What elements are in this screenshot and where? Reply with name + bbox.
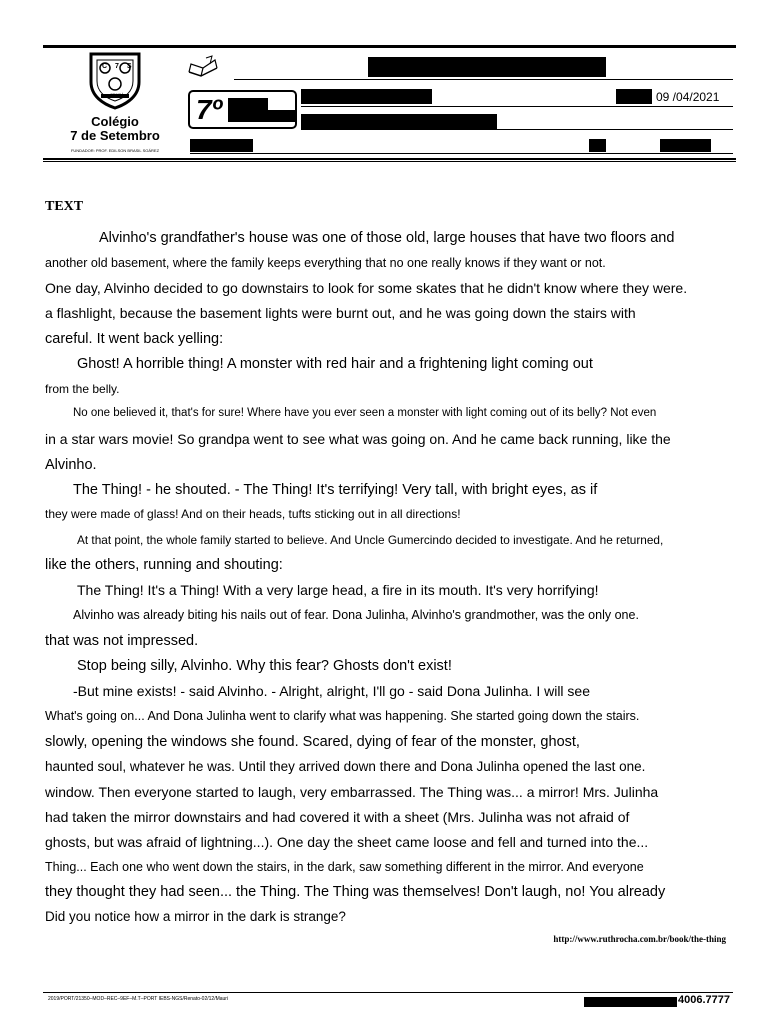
text-line: Stop being silly, Alvinho. Why this fear? Ghosts don't exist!: [77, 658, 452, 674]
text-line: they thought they had seen... the Thing. The Thing was themselves! Don't laugh, no! You already: [45, 884, 666, 900]
text-line: like the others, running and shouting:: [45, 557, 283, 573]
text-line: Alvinho.: [45, 457, 97, 473]
redacted-field-4: [589, 139, 606, 152]
school-name-line2: 7 de Setembro: [70, 128, 160, 143]
text-line: Did you notice how a mirror in the dark is strange?: [45, 909, 346, 924]
text-line: Alvinho was already biting his nails out of fear. Dona Julinha, Alvinho's grandmother, was the only one.: [73, 608, 639, 622]
text-line: had taken the mirror downstairs and had covered it with a sheet (Mrs. Julinha was not afraid of: [45, 809, 630, 825]
text-line: One day, Alvinho decided to go downstairs to look for some skates that he didn't know where they were.: [45, 280, 688, 296]
crest-initials: C 7 S: [102, 63, 135, 70]
text-line: another old basement, where the family keeps everything that no one really knows if they want or not.: [45, 256, 606, 270]
text-line: What's going on... And Dona Julinha went to clarify what was happening. She started going down the stairs.: [45, 709, 640, 723]
redacted-field-5: [660, 139, 711, 152]
footer-number: 4006.7777: [678, 994, 730, 1006]
header-bottom-rule: [43, 158, 736, 160]
school-crest-icon: [87, 50, 143, 110]
footer-rule: [43, 992, 733, 993]
text-line: that was not impressed.: [45, 633, 199, 649]
footer-code: 2019/PORT/21350–MOD–REC–9EF–M.T–PORT IEBS-NGS/Renato-02/12/Mauri: [48, 996, 229, 1002]
header-bottom-rule-2: [43, 161, 736, 162]
text-line: window. Then everyone started to laugh, very embarrassed. The Thing was... a mirror! Mrs. Julinha: [45, 784, 659, 800]
book-icon: [186, 54, 220, 80]
text-line: No one believed it, that's for sure! Where have you ever seen a monster with light coming out of its belly? Not even: [73, 407, 657, 419]
date-line: [301, 106, 733, 107]
name-line: [234, 79, 733, 80]
school-name: Colégio: [91, 114, 139, 129]
text-line: The Thing! It's a Thing! With a very large head, a fire in its mouth. It's very horrifying!: [77, 582, 599, 598]
text-heading: TEXT: [45, 199, 84, 214]
text-line: ghosts, but was afraid of lightning...). One day the sheet came loose and fell and turned into the...: [45, 834, 649, 850]
text-line: in a star wars movie! So grandpa went to see what was going on. And he came back running, like the: [45, 431, 671, 447]
text-line: a flashlight, because the basement lights were burnt out, and he was going down the stairs with: [45, 305, 636, 321]
redacted-footer: [584, 997, 677, 1007]
grade-label: 7º: [196, 94, 222, 125]
redacted-grade-section: [228, 110, 297, 122]
text-line: slowly, opening the windows she found. Scared, dying of fear of the monster, ghost,: [45, 734, 580, 750]
redacted-field-3: [190, 139, 253, 152]
text-line: Thing... Each one who went down the stairs, in the dark, saw something different in the mirror. And everyone: [45, 860, 644, 874]
text-line: At that point, the whole family started to believe. And Uncle Gumercindo decided to investigate. And he returned,: [77, 533, 664, 547]
text-line: Ghost! A horrible thing! A monster with red hair and a frightening light coming out: [77, 356, 593, 372]
text-line: they were made of glass! And on their heads, tufts sticking out in all directions!: [45, 507, 461, 521]
text-line: Alvinho's grandfather's house was one of those old, large houses that have two floors and: [99, 230, 675, 246]
header-top-rule: [43, 45, 736, 48]
source-link[interactable]: http://www.ruthrocha.com.br/book/the-thing: [553, 934, 726, 944]
text-line: from the belly.: [45, 382, 120, 396]
text-line: careful. It went back yelling:: [45, 331, 224, 347]
redacted-date-label: [616, 89, 652, 104]
date-value: 09 /04/2021: [656, 90, 720, 104]
redacted-student-name: [368, 57, 606, 77]
school-founder: FUNDADOR: PROF. EDILSON BRASIL SOÁREZ: [70, 148, 160, 153]
redacted-field-2: [301, 114, 497, 129]
text-line: The Thing! - he shouted. - The Thing! It's terrifying! Very tall, with bright eyes, as if: [73, 482, 598, 498]
text-line: -But mine exists! - said Alvinho. - Alright, alright, I'll go - said Dona Julinha. I will see: [73, 683, 591, 699]
text-line: haunted soul, whatever he was. Until they arrived down there and Dona Julinha opened the last one.: [45, 759, 646, 774]
redacted-field-1: [301, 89, 432, 104]
crest-state: CEARÁ: [110, 92, 124, 97]
field-2-line: [301, 129, 733, 130]
school-logo: [60, 50, 170, 153]
field-3-line: [190, 153, 733, 154]
